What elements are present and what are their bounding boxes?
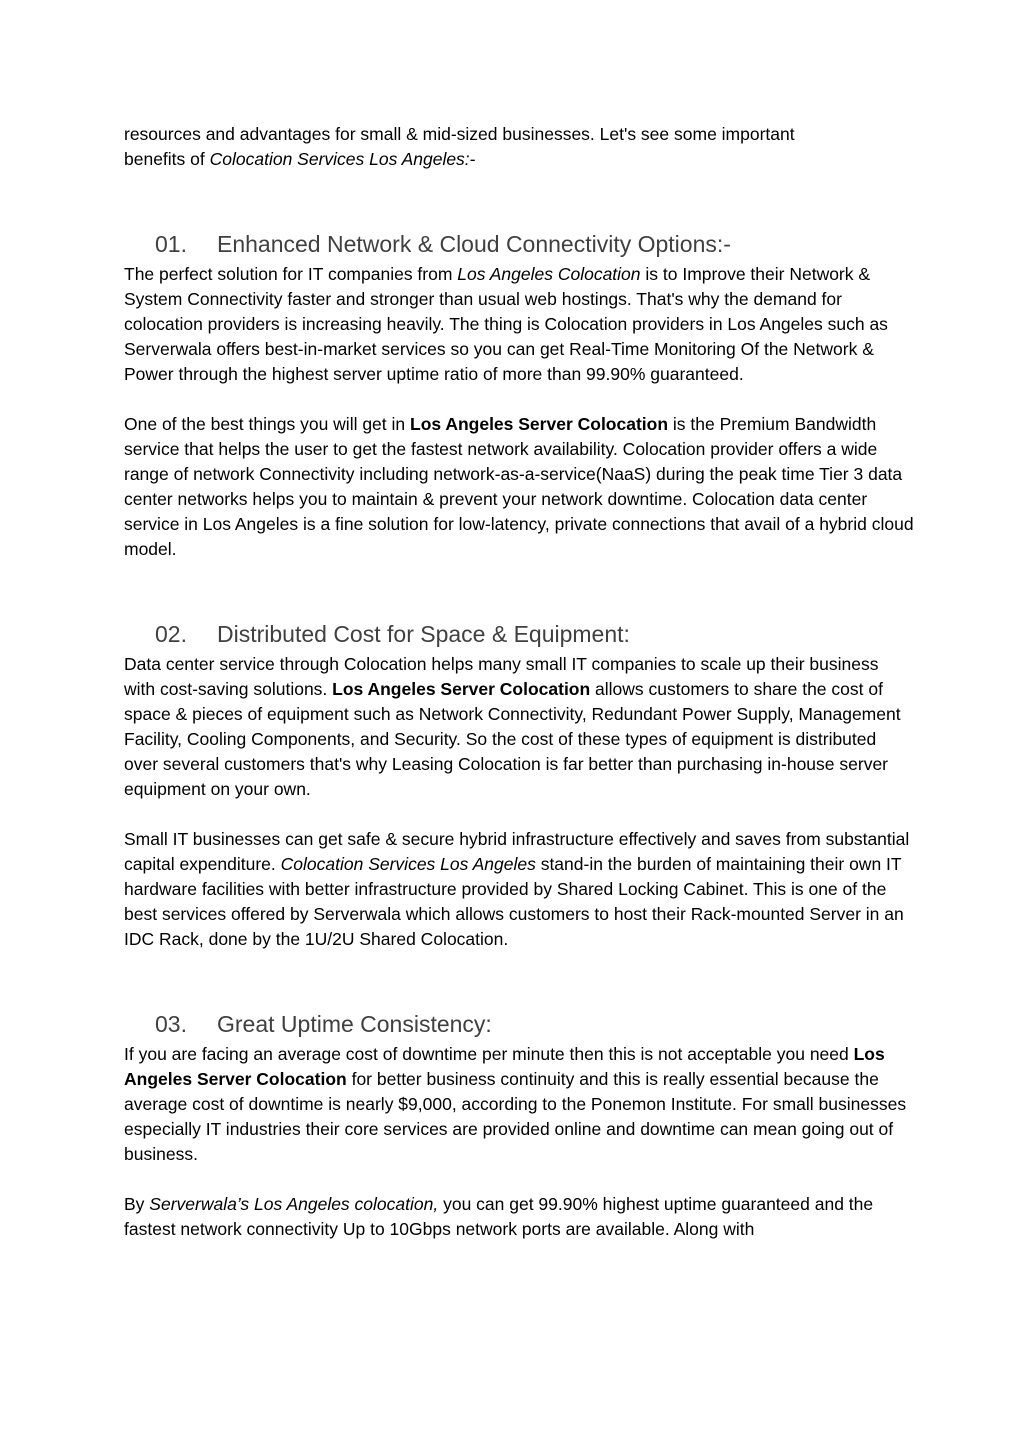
text-run: is the Premium Bandwidth service that helps the user to get the fastest network availability. Colocation provider offers a wide range of network Connectivity including network-as-a-service(NaaS) during the peak time Tier 3 data center networks helps you to maintain & prevent your network downtime. Colocation data center service in Los Angeles is a fine solution for low-latency, private connections that avail of a hybrid cloud model.	[124, 414, 914, 559]
section-01-paragraph-2	[124, 412, 914, 562]
text-run: for better business continuity and this is really essential because the average cost of downtime is nearly $9,000, according to the Ponemon Institute. For small businesses especially IT industries their core services are provided online and downtime can mean going out of business.	[124, 1069, 907, 1164]
italic-text-run: Los Angeles Colocation	[457, 264, 641, 284]
text-run: stand-in the burden of maintaining their own IT hardware facilities with better infrastructure provided by Shared Locking Cabinet. This is one of the best services offered by Serverwala which allows customers to host their Rack-mounted Server in an IDC Rack, done by the 1U/2U Shared Colocation.	[124, 854, 904, 949]
intro-line-1: resources and advantages for small & mid-sized businesses. Let's see some important	[124, 124, 795, 144]
section-heading-03	[124, 1007, 914, 1042]
section-title: Great Uptime Consistency:	[217, 1011, 492, 1037]
section-03-paragraph-1	[124, 1042, 914, 1167]
intro-line-2-suffix: -	[469, 149, 476, 169]
text-run: Data center service through Colocation helps many small IT companies to scale up their business with cost-saving solutions.	[124, 654, 879, 699]
section-number: 01.	[155, 231, 187, 257]
intro-line-2-italic: Colocation Services Los Angeles:	[209, 149, 470, 169]
text-run: allows customers to share the cost of space & pieces of equipment such as Network Connectivity, Redundant Power Supply, Management Facility, Cooling Components, and Security. So the cost of these types of equipment is distributed over several customers that's why Leasing Colocation is far better than purchasing in-house server equipment on your own.	[124, 679, 901, 799]
text-run: is to Improve their Network & System Connectivity faster and stronger than usual web hostings. That's why the demand for colocation providers is increasing heavily. The thing is Colocation providers in Los Angeles such as Serverwala offers best-in-market services so you can get Real-Time Monitoring Of the Network & Power through the highest server uptime ratio of more than 99.90% guaranteed.	[124, 264, 888, 384]
intro-paragraph	[124, 122, 914, 172]
section-title: Enhanced Network & Cloud Connectivity Options:-	[217, 231, 731, 257]
italic-text-run: Colocation Services Los Angeles	[280, 854, 536, 874]
text-run: Small IT businesses can get safe & secure hybrid infrastructure effectively and saves from substantial capital expenditure.	[124, 829, 910, 874]
section-heading-01	[124, 227, 914, 262]
section-number: 02.	[155, 621, 187, 647]
section-heading-02	[124, 617, 914, 652]
text-run: One of the best things you will get in	[124, 414, 410, 434]
document-page	[124, 122, 914, 1242]
bold-text-run: Los Angeles Server Colocation	[332, 679, 591, 699]
section-03-paragraph-2	[124, 1192, 914, 1242]
text-run: By	[124, 1194, 150, 1214]
bold-text-run: Los Angeles Server Colocation	[410, 414, 669, 434]
text-run: If you are facing an average cost of downtime per minute then this is not acceptable you need	[124, 1044, 854, 1064]
section-number: 03.	[155, 1011, 187, 1037]
text-run: you can get 99.90% highest uptime guaranteed and the fastest network connectivity Up to 10Gbps network ports are available. Along with	[124, 1194, 874, 1239]
intro-line-2-prefix: benefits of	[124, 149, 210, 169]
text-run: The perfect solution for IT companies from	[124, 264, 458, 284]
section-02-paragraph-2	[124, 827, 914, 952]
section-title: Distributed Cost for Space & Equipment:	[217, 621, 630, 647]
bold-text-run: Los Angeles Server Colocation	[124, 1044, 885, 1089]
section-02-paragraph-1	[124, 652, 914, 802]
italic-text-run: Serverwala’s Los Angeles colocation,	[149, 1194, 439, 1214]
section-01-paragraph-1	[124, 262, 914, 387]
